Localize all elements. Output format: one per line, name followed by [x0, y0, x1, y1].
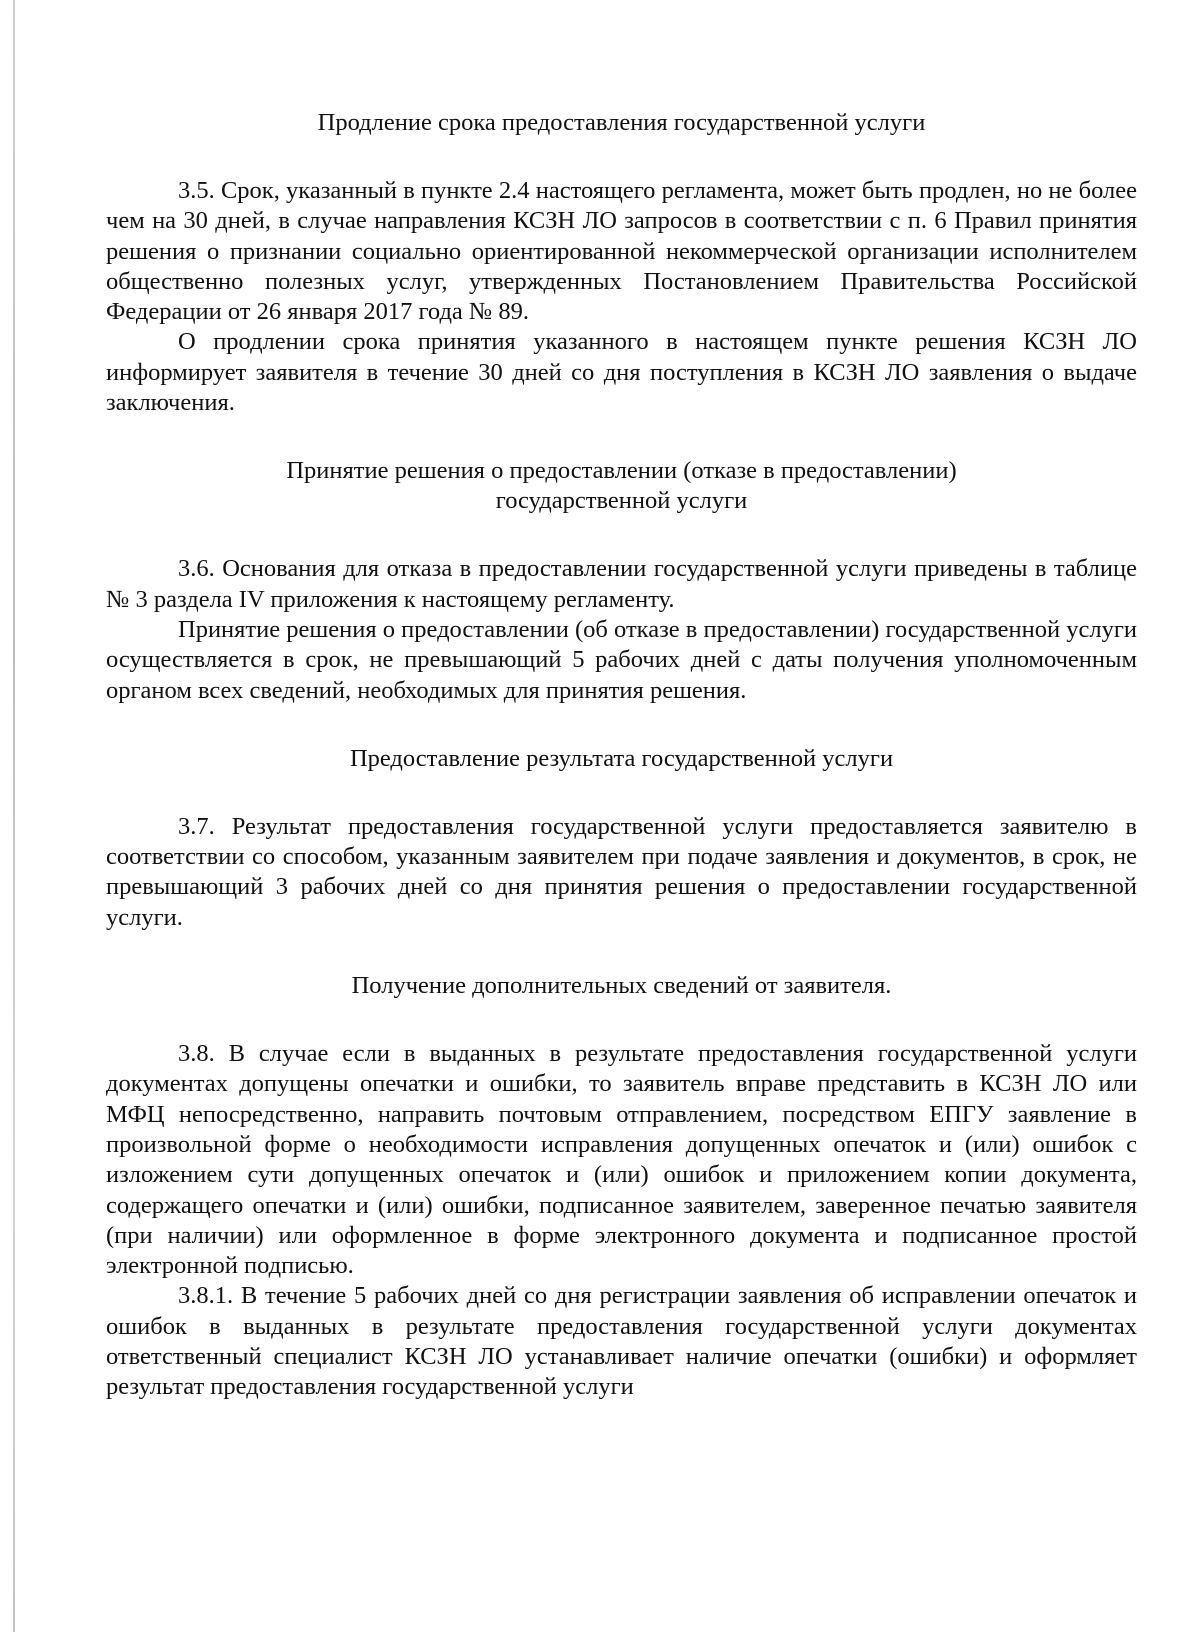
section-heading-line: Предоставление результата государственной услуги [349, 744, 894, 772]
paragraph-extension-notice: О продлении срока принятия указанного в настоящем пункте решения КСЗН ЛО информирует заявителя в течение 30 дней со дня поступления в КСЗН ЛО заявления о выдаче заключения. [106, 328, 1137, 417]
section-heading [106, 971, 1137, 1001]
scan-edge-line [13, 0, 15, 1632]
section-decision [106, 456, 1137, 705]
paragraph-3-8-1: 3.8.1. В течение 5 рабочих дней со дня регистрации заявления об исправлении опечаток и ошибок в выданных в результате предоставления государственной услуги документах ответственный специалист КСЗН ЛО устанавливает наличие опечатки (ошибки) и оформляет результат предоставления государственной услуги [106, 1282, 1137, 1401]
section-heading-line: Получение дополнительных сведений от заявителя. [351, 972, 892, 1000]
section-heading [106, 744, 1137, 774]
section-heading [106, 456, 1137, 516]
paragraph-3-8: 3.8. В случае если в выданных в результате предоставления государственной услуги документах допущены опечатки и ошибки, то заявитель вправе представить в КСЗН ЛО или МФЦ непосредственно, направить почтовым отправлением, посредством ЕПГУ заявление в произвольной форме о необходимости исправления допущенных опечаток и (или) ошибок с изложением сути допущенных опечаток и (или) ошибок и приложением копии документа, содержащего опечатки и (или) ошибки, подписанное заявителем, заверенное печатью заявителя (при наличии) или оформленное в форме электронного документа и подписанное простой электронной подписью. [106, 1040, 1137, 1280]
section-heading [106, 108, 1137, 138]
paragraph-3-5: 3.5. Срок, указанный в пункте 2.4 настоящего регламента, может быть продлен, но не более чем на 30 дней, в случае направления КСЗН ЛО запросов в соответствии с п. 6 Правил принятия решения о признании социально ориентированной некоммерческой организации исполнителем общественно полезных услуг, утвержденных Постановлением Правительства Российской Федерации от 26 января 2017 года № 89. [106, 177, 1137, 326]
paragraph-3-6: 3.6. Основания для отказа в предоставлении государственной услуги приведены в таблице № 3 раздела IV приложения к настоящему регламенту. [106, 555, 1137, 613]
section-heading-line: Продление срока предоставления государственной услуги [317, 109, 926, 136]
section-heading-line: Принятие решения о предоставлении (отказе в предоставлении) [286, 457, 957, 485]
section-result [106, 744, 1137, 933]
section-heading-line: государственной услуги [495, 487, 748, 515]
section-additional-info [106, 971, 1137, 1403]
paragraph-3-7: 3.7. Результат предоставления государственной услуги предоставляется заявителю в соответствии со способом, указанным заявителем при подаче заявления и документов, в срок, не превышающий 3 рабочих дней со дня принятия решения о предоставлении государственной услуги. [106, 812, 1137, 931]
section-extension-of-term [106, 108, 1137, 418]
paragraph-decision-term: Принятие решения о предоставлении (об отказе в предоставлении) государственной услуги осуществляется в срок, не превышающий 5 рабочих дней с даты получения уполномоченным органом всех сведений, необходимых для принятия решения. [106, 615, 1137, 704]
